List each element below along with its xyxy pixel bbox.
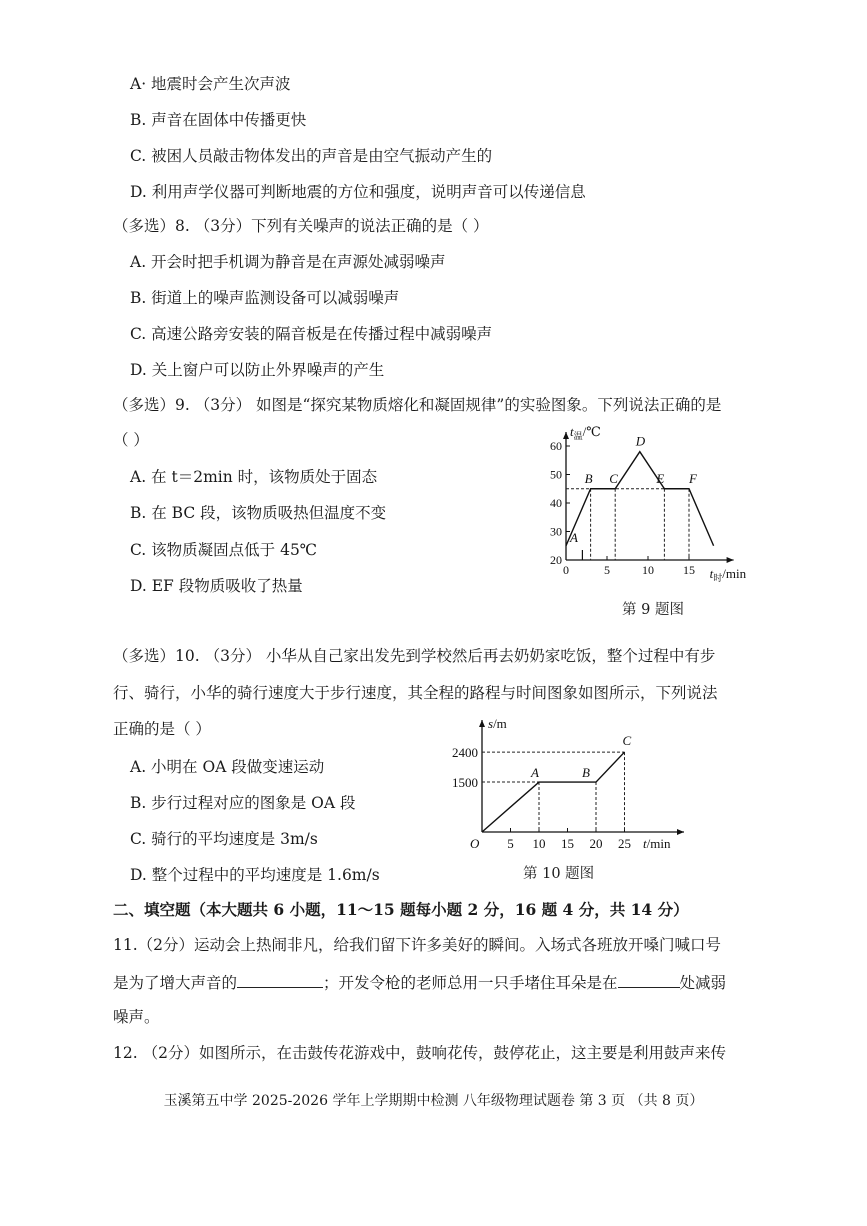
q11-text-c: 处减弱 — [679, 974, 727, 992]
x-tick-label: 15 — [683, 563, 695, 577]
q7-option-c: C. 被困人员敲击物体发出的声音是由空气振动产生的 — [130, 147, 493, 165]
origin-label: O — [470, 836, 480, 851]
series-line — [566, 452, 714, 546]
q8-stem: （多选）8. （3分）下列有关噪声的说法正确的是（ ） — [113, 217, 489, 235]
q10-option-a: A. 小明在 OA 段做变速运动 — [130, 758, 325, 776]
q7-option-a: A· 地震时会产生次声波 — [130, 75, 291, 93]
x-tick-label: 5 — [604, 563, 610, 577]
x-tick-label: 20 — [589, 836, 603, 851]
y-axis-label: $t_温/℃$ — [570, 424, 601, 441]
q10-option-d: D. 整个过程中的平均速度是 1.6m/s — [130, 866, 380, 884]
x-axis-label: $t_时/\min$ — [709, 566, 747, 583]
section-title-fill-blank: 二、填空题（本大题共 6 小题，11～15 题每小题 2 分，16 题 4 分，共 14 分） — [113, 900, 689, 919]
x-tick-label: 25 — [618, 836, 631, 851]
point-label-C: C — [622, 733, 632, 749]
y-tick-label: 50 — [550, 467, 562, 482]
y-tick-label: 60 — [550, 439, 562, 453]
point-label-B: B — [582, 765, 590, 781]
q9-figure — [535, 422, 775, 592]
y-axis-arrow — [479, 720, 485, 727]
q7-option-b: B. 声音在固体中传播更快 — [130, 111, 307, 129]
q10-stem-line1: （多选）10. （3分） 小华从自己家出发先到学校然后再去奶奶家吃饭，整个过程中有步 — [113, 647, 716, 665]
series-line — [482, 752, 625, 832]
q9-option-d: D. EF 段物质吸收了热量 — [130, 577, 303, 595]
x-tick-label: 15 — [561, 836, 574, 851]
q12-line1: 12. （2分）如图所示，在击鼓传花游戏中，鼓响花传，鼓停花止，这主要是利用鼓声来传 — [113, 1044, 726, 1062]
q10-figure — [436, 712, 696, 862]
q10-option-c: C. 骑行的平均速度是 3m/s — [130, 830, 318, 848]
point-label-B: B — [584, 470, 593, 486]
q11-blank-2[interactable] — [618, 971, 680, 988]
q9-answer-paren: （ ） — [113, 431, 149, 449]
q9-option-a: A. 在 t＝2min 时，该物质处于固态 — [130, 468, 378, 486]
q11-line3: 噪声。 — [113, 1008, 160, 1026]
q8-option-d: D. 关上窗户可以防止外界噪声的产生 — [130, 361, 385, 379]
y-tick-label: 1500 — [452, 775, 478, 791]
q8-option-c: C. 高速公路旁安装的隔音板是在传播过程中减弱噪声 — [130, 325, 493, 343]
point-label-C: C — [609, 470, 618, 486]
x-tick-label: 0 — [563, 563, 569, 577]
x-axis-label: t/min — [643, 836, 671, 851]
point-label-D: D — [635, 433, 646, 449]
y-tick-label: 30 — [550, 524, 562, 539]
y-tick-label: 2400 — [452, 745, 478, 761]
page-footer: 玉溪第五中学 2025-2026 学年上学期期中检测 八年级物理试题卷 第 3 页 （共 8 页） — [163, 1093, 704, 1109]
x-axis-arrow — [727, 557, 734, 563]
q10-stem-line2: 行、骑行，小华的骑行速度大于步行速度，其全程的路程与时间图象如图所示，下列说法 — [113, 684, 718, 702]
y-axis-label: s/m — [488, 716, 507, 731]
q11-text-a: 是为了增大声音的 — [113, 974, 238, 992]
q11-line2 — [113, 971, 726, 993]
q11-line1: 11.（2分）运动会上热闹非凡，给我们留下许多美好的瞬间。入场式各班放开嗓门喊口号 — [113, 936, 722, 954]
q7-option-d: D. 利用声学仪器可判断地震的方位和强度，说明声音可以传递信息 — [130, 183, 586, 201]
point-label-F: F — [689, 470, 697, 486]
y-axis-arrow — [563, 432, 569, 439]
q11-text-b: ；开发令枪的老师总用一只手堵住耳朵是在 — [323, 974, 618, 992]
point-label-A: A — [531, 765, 539, 781]
q10-option-b: B. 步行过程对应的图象是 OA 段 — [130, 794, 356, 812]
q9-option-c: C. 该物质凝固点低于 45℃ — [130, 541, 318, 559]
q9-caption: 第 9 题图 — [622, 602, 684, 618]
point-label-E: E — [656, 470, 665, 486]
q10-caption: 第 10 题图 — [523, 866, 595, 882]
x-tick-label: 5 — [507, 836, 514, 851]
q9-option-b: B. 在 BC 段，该物质吸热但温度不变 — [130, 504, 387, 522]
y-tick-label: 40 — [550, 496, 562, 510]
point-label-A: A — [570, 529, 578, 545]
q8-option-a: A. 开会时把手机调为静音是在声源处减弱噪声 — [130, 253, 446, 271]
q8-option-b: B. 街道上的噪声监测设备可以减弱噪声 — [130, 289, 400, 307]
x-tick-label: 10 — [642, 563, 654, 577]
x-axis-arrow — [677, 829, 684, 835]
q9-stem: （多选）9. （3分） 如图是“探究某物质熔化和凝固规律”的实验图象。下列说法正确的是 — [113, 396, 722, 414]
y-tick-label: 20 — [550, 553, 562, 567]
q11-blank-1[interactable] — [237, 971, 323, 988]
x-tick-label: 10 — [532, 836, 546, 851]
q10-stem-line3: 正确的是（ ） — [113, 720, 211, 738]
